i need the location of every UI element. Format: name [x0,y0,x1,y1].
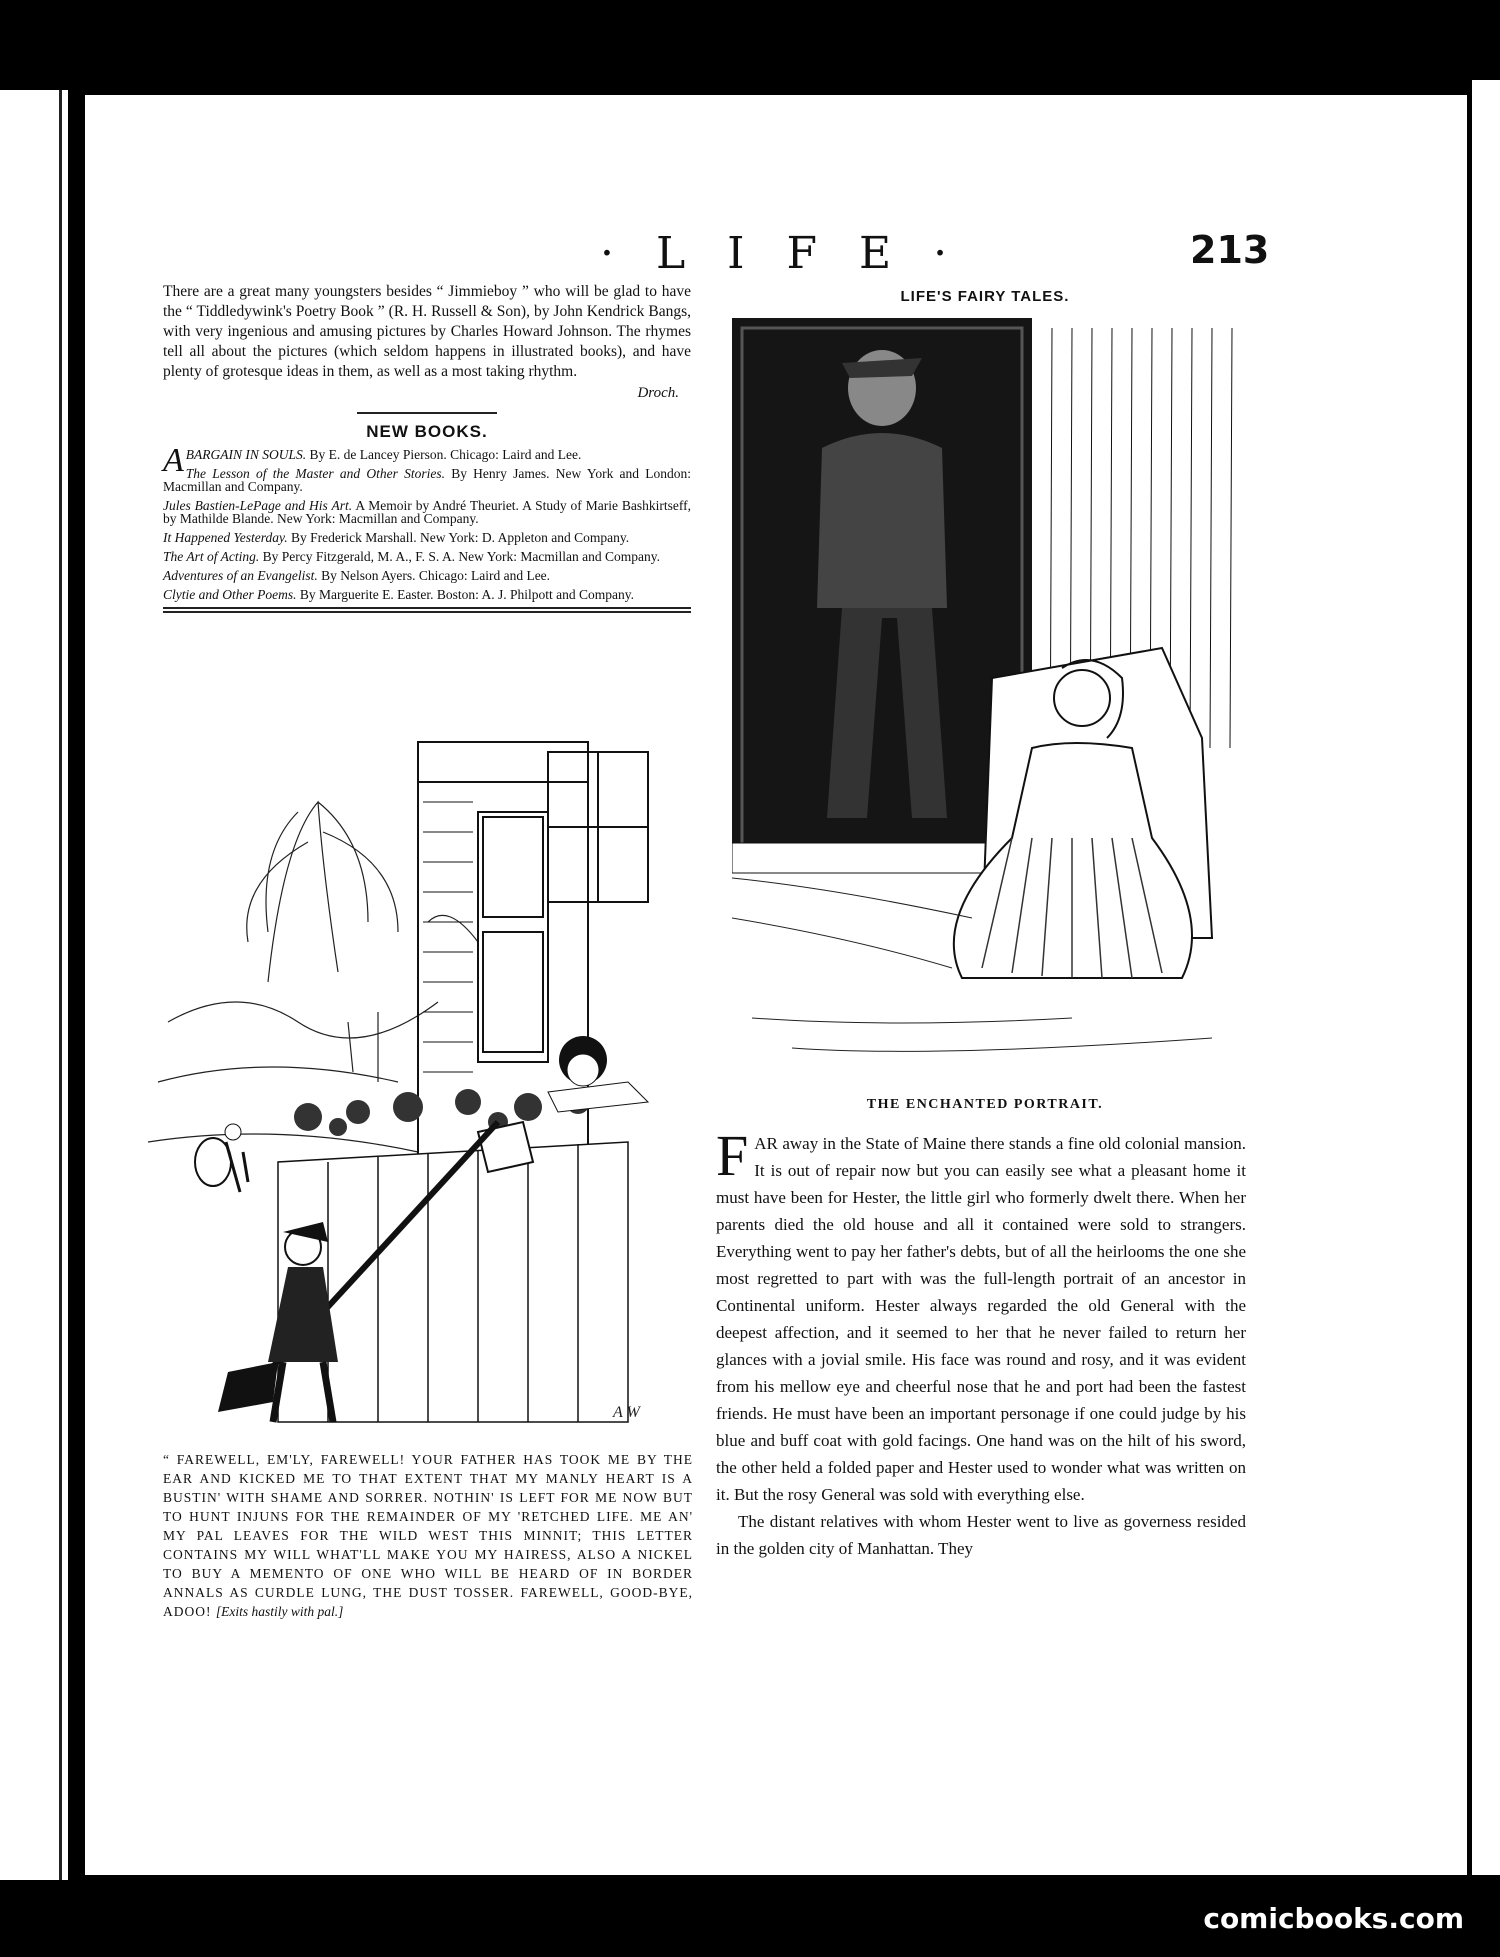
book-entry: The Lesson of the Master and Other Stories. By Henry James. New York and London: Macmillan and Company. [163,466,692,494]
drop-cap: F [716,1123,749,1188]
artist-signature: A W [613,1404,640,1421]
fairy-tales-heading: LIFE'S FAIRY TALES. [900,288,1070,305]
portrait-caption: THE ENCHANTED PORTRAIT. [866,1097,1104,1112]
facing-page-edge [0,90,68,1880]
story-paragraph-2: The distant relatives with whom Hester went to live as governess resided in the golden city of Manhattan. They [716,1512,1246,1558]
book-entry: Clytie and Other Poems. By Marguerite E. Easter. Boston: A. J. Philpott and Company. [163,587,634,602]
caption-text: “ FAREWELL, EM'LY, FAREWELL! YOUR FATHER HAS TOOK ME BY THE EAR AND KICKED ME TO THAT EXTENT THAT MY MANLY HEART IS A BUSTIN' WITH SHAME AND SORRER. NOTHIN' IS LEFT FOR ME NOW BUT TO HUNT INJUNS FOR THE REMAINDER OF MY 'RETCHED LIFE. ME AN' MY PAL LEAVES FOR THE WILD WEST THIS MINNIT; THIS LETTER CONTAINS MY WILL WHAT'LL MAKE YOU MY HAIRESS, ALSO A NICKEL TO BUY A MEMENTO OF ONE WHO WILL BE HEARD OF IN BORDER ANNALS AS CURDLE LUNG, THE DUST TOSSER. FAREWELL, GOOD-BYE, ADOO! [163,1452,693,1619]
right-page-edge [1472,80,1500,1875]
left-column [163,282,691,613]
stage-direction: [Exits hastily with pal.] [215,1604,344,1619]
magazine-title: · L I F E · [600,228,962,279]
new-books-heading: NEW BOOKS. [366,422,488,441]
review-paragraph: There are a great many youngsters besides “ Jimmieboy ” who will be glad to have the “ Tiddledywink's Poetry Book ” (R. H. Russell & Son), by John Kendrick Bangs, with very ingenious and amusing pictures by Charles Howard Johnson. The rhymes tell all about the pictures (which seldom happens in illustrated books), and have plenty of grotesque ideas in them, as well as a most taking rhythm. [163,283,691,380]
story-text [716,1123,1246,1562]
watermark: comicbooks.com [1203,1902,1464,1935]
section-rule [163,607,691,613]
cartoon-caption [163,1450,693,1621]
cartoon-illustration [148,722,694,1432]
page-number: 213 [1190,228,1270,272]
portrait-illustration [732,318,1244,1080]
review-signature: Droch. [637,385,679,401]
story-paragraph-1: FAR away in the State of Maine there stands a fine old colonial mansion. It is out of repair now but you can easily see what a pleasant home it must have been for Hester, the little girl who formerly dwelt there. When her parents died the old house and all it contained were sold to strangers. Everything went to pay her father's debts, but of all the heirlooms the one she most regretted to part with was the full-length portrait of an ancestor in Continental uniform. Hester always regarded the old General with the deepest affection, and it seemed to her that he never failed to return her glances with a jovial smile. His face was round and rosy, and it was evident from his mellow eye and cheerful nose that he and port had been the fastest friends. He must have been an important personage if one could judge by his blue and buff coat with gold facings. One hand was on the hilt of his sword, the other held a folded paper and Hester used to wonder what was written on it. But the rosy General was sold with everything else. [716,1123,1246,1504]
divider [357,412,497,414]
book-entry: Jules Bastien-LePage and His Art. A Memoir by André Theuriet. A Study of Marie Bashkirtseff, by Mathilde Blande. New York: Macmillan and Company. [163,498,691,526]
book-entry: The Art of Acting. By Percy Fitzgerald, M. A., F. S. A. New York: Macmillan and Company. [163,549,661,564]
book-entry: ABARGAIN IN SOULS. By E. de Lancey Pierson. Chicago: Laird and Lee. [163,442,582,479]
book-entry: It Happened Yesterday. By Frederick Marshall. New York: D. Appleton and Company. [163,530,630,545]
book-entry: Adventures of an Evangelist. By Nelson Ayers. Chicago: Laird and Lee. [163,568,551,583]
